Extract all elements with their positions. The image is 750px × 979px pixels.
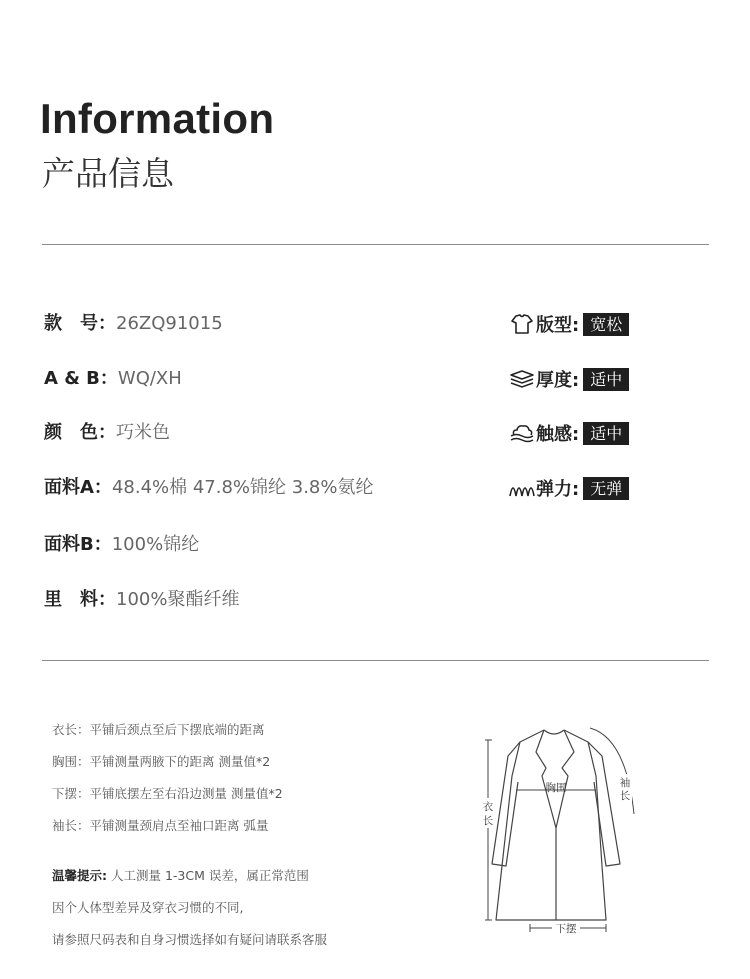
spring-icon [508, 476, 536, 500]
spec-key: 款 号： [44, 313, 116, 334]
attr-label: 弹力: [536, 479, 580, 500]
tips-label: 温馨提示: [52, 868, 107, 883]
spec-key: 颜 色： [44, 422, 116, 443]
spec-row-color [44, 418, 170, 448]
title-cn: 产品信息 [42, 154, 174, 193]
title-en: Information [40, 95, 275, 142]
attr-badge: 无弹 [583, 477, 629, 500]
attr-fit [508, 309, 629, 339]
spec-value: 100%锦纶 [111, 534, 200, 555]
layers-icon [508, 367, 536, 391]
spec-row-lining [44, 585, 239, 615]
spec-row-fabric-a [44, 473, 373, 503]
coat-right-lapel [556, 730, 574, 828]
attr-elasticity [508, 473, 629, 503]
spec-key: A & B： [44, 368, 118, 389]
coat-collar [544, 730, 564, 734]
spec-value: WQ/XH [117, 368, 182, 389]
cloud-touch-icon [508, 421, 536, 445]
spec-value: 巧米色 [116, 422, 170, 443]
hem-label: 下摆 [555, 923, 577, 935]
spec-value: 100%聚酯纤维 [116, 589, 240, 610]
note-length: 衣长：平铺后颈点至后下摆底端的距离 [52, 722, 265, 737]
attr-badge: 适中 [583, 422, 629, 445]
note-sleeve: 袖长：平铺测量颈肩点至袖口距离 弧量 [52, 818, 269, 833]
spec-row-style-no [44, 309, 223, 339]
note-hem: 下摆：平铺底摆左至右沿边测量 测量值*2 [52, 786, 283, 801]
spec-key: 面料A： [44, 477, 112, 498]
shirt-icon [508, 312, 536, 336]
length-label-1: 衣 [482, 801, 494, 813]
chest-label: 胸围 [545, 782, 567, 794]
attr-badge: 宽松 [583, 313, 629, 336]
attr-touch [508, 418, 629, 448]
spec-value: 48.4%棉 47.8%锦纶 3.8%氨纶 [111, 477, 374, 498]
attr-label: 厚度: [536, 370, 580, 391]
spec-row-fabric-b [44, 530, 199, 560]
tips-line-1 [52, 866, 309, 886]
spec-row-ab [44, 364, 182, 394]
coat-left-lapel [536, 730, 556, 828]
coat-diagram [484, 716, 664, 942]
divider-middle [42, 660, 709, 661]
tips-text: 人工测量 1-3CM 误差，属正常范围 [107, 868, 309, 883]
attr-label: 版型: [536, 315, 580, 336]
divider-top [42, 244, 709, 245]
coat-body [496, 730, 606, 920]
spec-key: 里 料： [44, 589, 116, 610]
sleeve-label-1: 袖 [619, 777, 631, 789]
note-chest: 胸围：平铺测量两腋下的距离 测量值*2 [52, 754, 271, 769]
attr-badge: 适中 [583, 368, 629, 391]
attr-label: 触感: [536, 424, 580, 445]
length-label-2: 长 [482, 815, 494, 827]
sleeve-label-2: 长 [619, 790, 631, 802]
spec-value: 26ZQ91015 [116, 313, 223, 334]
spec-key: 面料B： [44, 534, 112, 555]
tips-line-2: 因个人体型差异及穿衣习惯的不同, [52, 900, 244, 915]
tips-line-3: 请参照尺码表和自身习惯选择如有疑问请联系客服 [52, 932, 328, 947]
attr-thickness [508, 364, 629, 394]
